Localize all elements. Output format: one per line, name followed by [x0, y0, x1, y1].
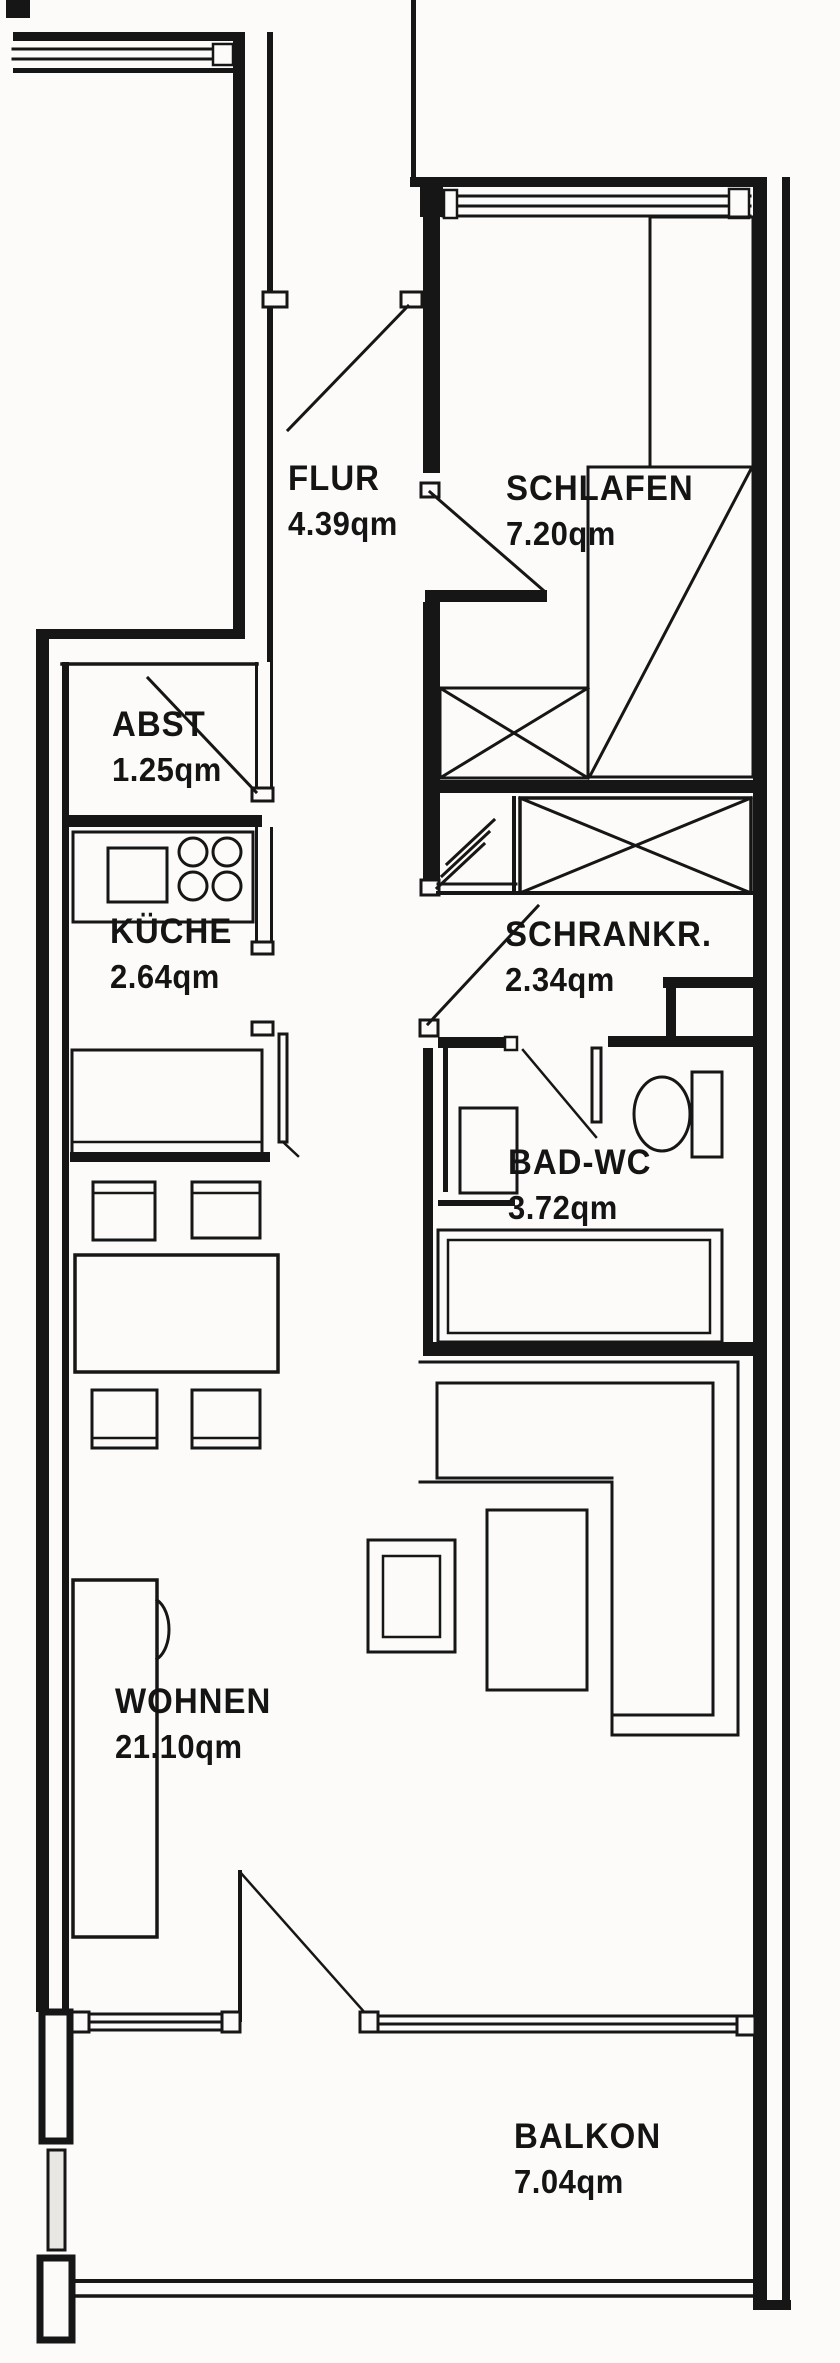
room-area: 4.39qm — [288, 504, 398, 543]
kueche — [62, 815, 298, 1162]
entry-door — [288, 292, 422, 430]
shaft-hatch — [437, 820, 494, 888]
room-name: BALKON — [514, 2115, 662, 2156]
room-name: KÜCHE — [110, 910, 233, 951]
armchair — [487, 1510, 587, 1690]
schrankr-door-swing — [428, 906, 538, 1024]
room-name: SCHLAFEN — [506, 467, 694, 508]
bathtub — [438, 1230, 722, 1342]
room-name: WOHNEN — [115, 1680, 272, 1721]
wohnen-furniture — [73, 1182, 738, 2020]
room-area: 7.04qm — [514, 2162, 624, 2201]
schrankraum — [420, 798, 753, 1036]
flur-left-wall — [233, 0, 416, 662]
sideboard-arc — [157, 1600, 169, 1659]
room-area: 2.64qm — [110, 957, 220, 996]
room-name: SCHRANKR. — [505, 913, 712, 954]
toilet-bowl — [634, 1077, 690, 1151]
schlafen-door-jamb — [421, 483, 439, 497]
bad-door-swing — [523, 1050, 596, 1137]
window-jamb — [222, 2012, 240, 2032]
wohnen-window-wall — [72, 2012, 755, 2035]
washbasin — [460, 1108, 517, 1193]
balcony-pier — [48, 2150, 65, 2250]
balcony-pier — [40, 2258, 72, 2340]
left-interior-line — [62, 662, 69, 2012]
kitchen-counter — [73, 832, 253, 922]
room-name: FLUR — [288, 457, 380, 498]
stool — [92, 1390, 157, 1448]
wardrobe — [650, 217, 753, 467]
abst-door-swing — [148, 678, 256, 792]
right-exterior-wall — [753, 177, 791, 2310]
bad-wc — [423, 977, 753, 1356]
oven — [108, 848, 167, 902]
room-name: ABST — [112, 703, 206, 744]
schlafen-furniture — [440, 217, 753, 778]
kueche-door-jamb — [252, 1022, 273, 1035]
sideboard — [73, 1580, 157, 1937]
hob-burner — [179, 872, 207, 900]
schlafen-walls — [410, 177, 755, 895]
room-area: 7.20qm — [506, 514, 616, 553]
window-jamb — [360, 2012, 378, 2032]
entry-door-jamb-left — [263, 292, 287, 307]
window-jamb — [444, 190, 457, 218]
top-wall-band — [6, 0, 235, 73]
sofa — [420, 1362, 738, 1735]
hob-burner — [179, 838, 207, 866]
entry-door-jamb-right — [401, 292, 422, 307]
room-area: 2.34qm — [505, 960, 615, 999]
window-jamb — [213, 44, 233, 65]
wall-stub — [6, 0, 30, 18]
stool — [93, 1182, 155, 1240]
toilet-cistern — [692, 1072, 722, 1157]
left-exterior-wall — [36, 629, 49, 2012]
balcony-door-swing — [240, 1872, 366, 2014]
balkon — [40, 2012, 753, 2340]
stool — [192, 1390, 260, 1448]
hob-burner — [213, 838, 241, 866]
corridor-right-wall — [411, 0, 416, 180]
kueche-door-leaf — [279, 1034, 287, 1142]
entry-door-swing — [288, 306, 408, 430]
window-jamb — [72, 2012, 89, 2032]
room-area: 3.72qm — [508, 1188, 618, 1227]
room-area: 1.25qm — [112, 750, 222, 789]
kueche-door-jamb — [252, 942, 273, 954]
balcony-side-wall — [42, 2012, 70, 2141]
bad-door-leaf — [592, 1048, 601, 1122]
room-area: 21.10qm — [115, 1727, 243, 1766]
window-jamb — [729, 189, 749, 218]
room-name: BAD-WC — [508, 1141, 652, 1182]
hob-burner — [213, 872, 241, 900]
kueche-door-swing — [283, 1142, 298, 1156]
schlafen-door-swing — [430, 492, 543, 590]
stool — [192, 1182, 260, 1238]
sink-counter — [72, 1050, 262, 1155]
bad-door-jamb — [505, 1037, 517, 1050]
dining-table — [75, 1255, 278, 1372]
window-jamb — [737, 2016, 755, 2035]
